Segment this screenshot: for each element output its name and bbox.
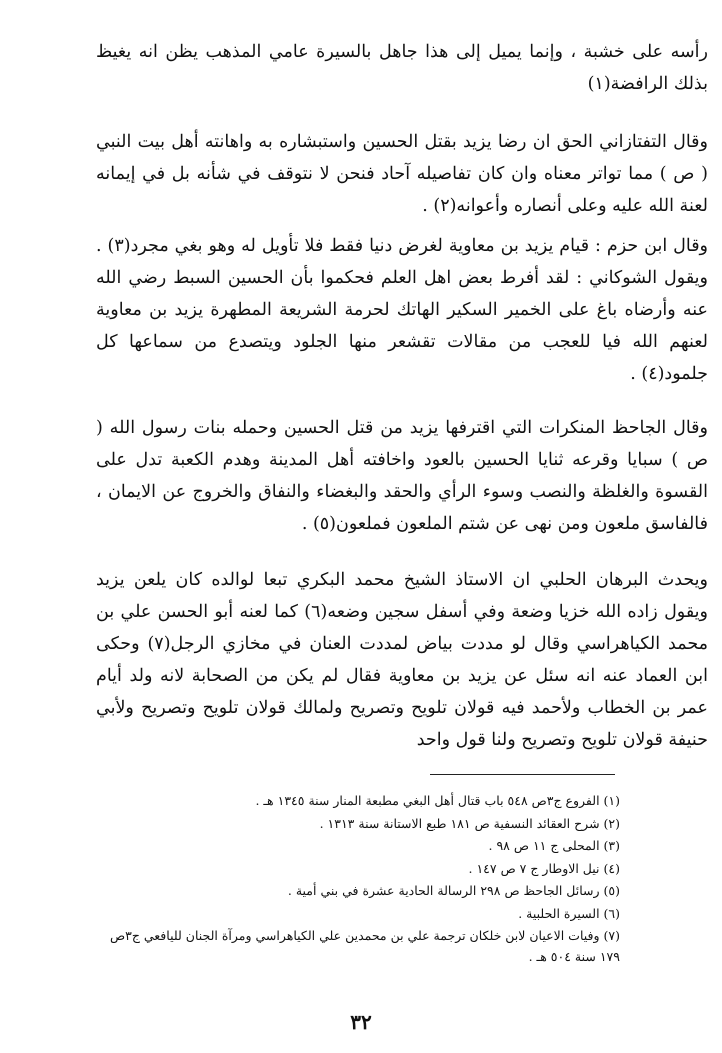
paragraph-continuation: رأسه على خشبة ، وإنما يميل إلى هذا جاهل بالسيرة عامي المذهب يظن انه يغيظ بذلك الرافضة(١) (96, 41, 708, 94)
paragraph-burhan-halabi: ويحدث البرهان الحلبي ان الاستاذ الشيخ محمد البكري تبعا لوالده كان يلعن يزيد ويقول زاده الله خزيا وضعة وفي أسفل سجين وضعه(٦) كما لعنه أبو الحسن علي بن محمد الكياهراسي وقال لو مددت بياض لمددت العنان في مخازي الرجل(٧) وحكى ابن العماد عنه انه سئل عن يزيد بن معاوية فقال لم يكن من الصحابة لانه ولد أيام عمر بن الخطاب ولأحمد فيه قولان تلويح وتصريح ولمالك قولان تلويح وتصريح ولأبي حنيفة قولان تلويح وتصريح ولنا قول واحد (96, 569, 708, 750)
paragraph-taftazani: وقال التفتازاني الحق ان رضا يزيد بقتل الحسين واستبشاره به واهانته أهل بيت النبي ( ص ) مما تواتر معناه وان كان تفاصيله آحاد فنحن لا نتوقف في شأنه بل في إيمانه لعنة الله عليه وعلى أنصاره وأعوانه(٢) . (96, 131, 708, 216)
footnote-1: (١) الفروع ج٣ص ٥٤٨ باب قتال أهل البغي مطبعة المنار سنة ١٣٤٥ هـ . (255, 793, 620, 808)
footnote-6: (٦) السيرة الحلبية . (518, 905, 620, 921)
page-number: ٣٢ (350, 1010, 372, 1034)
footnote-divider (430, 774, 615, 775)
paragraph-ibn-hazm: وقال ابن حزم : قيام يزيد بن معاوية لغرض دنيا فقط فلا تأويل له وهو بغي مجرد(٣) . ويقول الشوكاني : لقد أفرط بعض اهل العلم فحكموا بأن الحسين السبط رضي الله عنه وأرضاه باغ على الخمير السكير الهاتك لحرمة الشريعة المطهرة يزيد بن معاوية لعنهم الله فيا للعجب من مقالات تقشعر منها الجلود ويتصدع من سماعها كل جلمود(٤) . (96, 235, 709, 384)
footnote-2: (٢) شرح العقائد النسفية ص ١٨١ طبع الاستانة سنة ١٣١٣ . (319, 815, 620, 831)
paragraph-jahiz: وقال الجاحظ المنكرات التي اقترفها يزيد من قتل الحسين وحمله بنات رسول الله ( ص ) سبايا وقرعه ثنايا الحسين بالعود واخافته أهل المدينة وهدم الكعبة تدل على القسوة والغلظة والنصب وسوء الرأي والحقد والبغضاء والنفاق والخروج عن الايمان ، فالفاسق ملعون ومن نهى عن شتم الملعون فملعون(٥) . (96, 417, 708, 534)
footnote-3: (٣) المحلى ج ١١ ص ٩٨ . (488, 838, 620, 853)
footnote-5: (٥) رسائل الجاحظ ص ٢٩٨ الرسالة الحادية عشرة في بني أمية . (287, 883, 620, 898)
footnote-4: (٤) نيل الاوطار ج ٧ ص ١٤٧ . (468, 860, 620, 876)
footnotes-list (100, 790, 620, 967)
footnote-7: (٧) وفيات الاعيان لابن خلكان ترجمة علي بن محمدين علي الكياهراسي ومرآة الجنان لليافعي ج٣ص ١٧٩ سنة ٥٠٤ هـ . (109, 928, 620, 964)
